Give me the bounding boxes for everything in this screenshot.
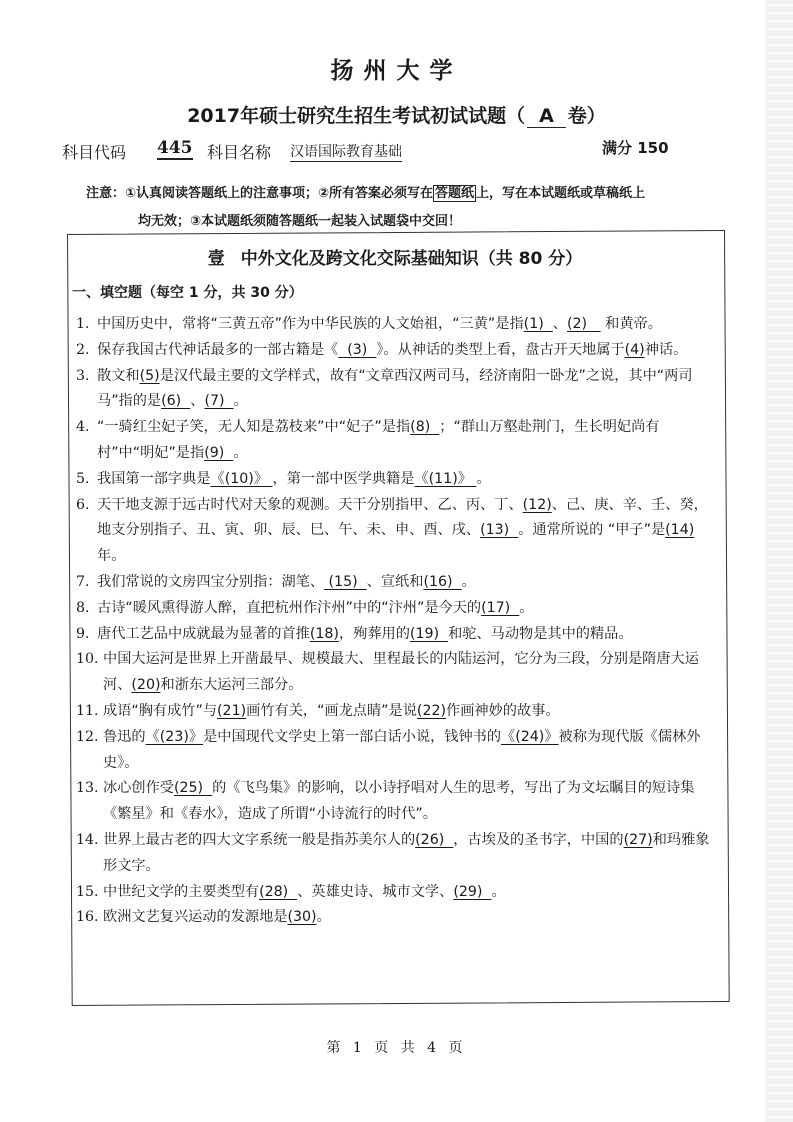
- notice-boxed-term: 答题纸: [435, 186, 475, 201]
- answer-blank: (12): [522, 496, 552, 513]
- answer-blank: (16): [423, 573, 462, 590]
- question-text: 。: [491, 883, 506, 900]
- answer-blank: (19): [409, 625, 449, 642]
- question-text: 。: [461, 573, 476, 590]
- question-text: 散文和: [97, 367, 140, 384]
- answer-blank: (1): [523, 316, 553, 332]
- answer-blank: (18): [309, 625, 339, 642]
- answer-blank: (2): [566, 316, 601, 332]
- question-text: 和驼、马动物是其中的精品。: [448, 625, 633, 642]
- question-number: 16.: [76, 909, 99, 926]
- question-text: 年。: [97, 548, 126, 565]
- question-text: 和浙东大运河三部分。: [160, 677, 303, 694]
- university-title: 扬州大学: [330, 58, 463, 84]
- subject-code: 445: [157, 138, 193, 158]
- question-number: 6.: [76, 496, 90, 513]
- question-number: 7.: [76, 573, 90, 590]
- paper-version: A: [527, 105, 566, 128]
- question-text: 、: [552, 316, 567, 332]
- question-text: 。: [233, 444, 248, 461]
- question-text: ，古埃及的圣书字，中国的: [453, 831, 624, 848]
- subject-name-label: 科目名称: [207, 143, 272, 162]
- question-number: 11.: [76, 702, 99, 719]
- question-number: 15.: [76, 883, 99, 900]
- question-number: 2.: [76, 341, 90, 358]
- question-text: 我国第一部字典是: [97, 470, 211, 487]
- notice-text-2: 上，写在本试题纸或草稿纸上: [476, 186, 646, 201]
- question-item: [76, 338, 716, 364]
- answer-blank: 《(24)》: [501, 728, 559, 745]
- question-text: 天干地支源于远古时代对天象的观测。天干分别指甲、乙、丙、丁、: [97, 496, 523, 513]
- question-text: 唐代工艺品中成就最为显著的首推: [97, 625, 310, 642]
- answer-blank: (15): [324, 573, 367, 590]
- subsection-title: 一、填空题（每空 1 分，共 30 分）: [72, 285, 303, 301]
- question-item: [76, 905, 716, 931]
- subject-code-label: 科目代码: [62, 143, 127, 162]
- section-ordinal: 壹: [207, 249, 225, 269]
- subject-name: 汉语国际教育基础: [290, 141, 402, 162]
- question-text: 欧洲文艺复兴运动的发源地是: [103, 909, 288, 926]
- exam-title-suffix: 卷）: [567, 105, 606, 127]
- question-number: 4.: [76, 419, 90, 436]
- question-text: 世界上最古老的四大文字系统一般是指苏美尔人的: [103, 831, 416, 848]
- question-text: 我们常说的文房四宝分别指：湖笔、: [97, 573, 325, 590]
- answer-blank: (29): [453, 883, 492, 900]
- answer-blank: (13): [480, 522, 519, 539]
- question-text: 。: [476, 470, 491, 487]
- answer-blank: (22): [416, 702, 447, 719]
- answer-blank: (5): [139, 367, 160, 384]
- question-text: 、: [190, 393, 205, 410]
- question-text: 保存我国古代神话最多的一部古籍是《: [97, 341, 339, 358]
- question-text: 是汉代最主要的文学样式，故有“文章西汉两司马，经济南阳一卧龙”之说，其中“两司马”指的是: [97, 367, 693, 410]
- question-text: 中国历史中，常将“三黄五帝”作为中华民族的人文始祖，“三黄”是指: [97, 316, 524, 332]
- answer-blank: (14): [665, 522, 695, 539]
- answer-blank: (20): [131, 677, 161, 694]
- question-text: “一骑红尘妃子笑，无人知是荔枝来”中“妃子”是指: [97, 419, 411, 436]
- question-number: 3.: [76, 367, 90, 384]
- exam-title: [0, 101, 793, 128]
- exam-notice: [86, 180, 726, 236]
- answer-blank: (17): [481, 599, 520, 616]
- answer-blank: (9): [204, 444, 234, 461]
- question-text: 古诗“暖风熏得游人醉，直把杭州作汴州”中的“汴州”是今天的: [97, 599, 482, 616]
- question-text: 神话。: [644, 341, 688, 358]
- section-title: [67, 244, 723, 269]
- question-number: 8.: [76, 599, 90, 616]
- answer-blank: (4): [624, 341, 645, 358]
- page-footer: 第 1 页 共 4 页: [326, 1040, 467, 1056]
- answer-blank: 《(23)》: [145, 728, 204, 745]
- answer-blank: (26): [415, 831, 454, 848]
- answer-blank: (6): [161, 393, 191, 410]
- question-text: 的《飞鸟集》的影响，以小诗抒唱对人生的思考，写出了为文坛瞩目的短诗集《繁星》和《春水》，造成了所谓“小诗流行的时代”。: [103, 780, 695, 823]
- question-text: ，殉葬用的: [338, 625, 410, 642]
- answer-blank: (7): [204, 393, 234, 410]
- question-text: 。: [519, 599, 534, 616]
- question-item: [76, 493, 716, 570]
- question-item: [76, 725, 716, 777]
- question-text: ；“群山万壑赴荆门，生长明妃尚有村”中“明妃”是指: [97, 419, 660, 461]
- question-list: [76, 312, 716, 931]
- question-text: 》。从神话的类型上看，盘古开天地属于: [376, 341, 625, 358]
- answer-blank: (8): [410, 419, 440, 436]
- question-number: 1.: [76, 316, 90, 332]
- question-number: 10.: [76, 651, 99, 668]
- answer-blank: (21): [217, 702, 247, 719]
- question-item: [76, 828, 716, 880]
- question-text: 和玛雅象形文字。: [103, 831, 710, 874]
- notice-label: 注意：: [86, 186, 126, 201]
- question-text: 、英雄史诗、城市文学、: [297, 883, 454, 900]
- question-item: [76, 415, 716, 467]
- question-item: [76, 776, 716, 828]
- question-number: 12.: [76, 728, 99, 745]
- question-text: 鲁迅的: [103, 728, 146, 745]
- answer-blank: (28): [259, 883, 298, 900]
- question-number: 13.: [76, 780, 99, 797]
- notice-text-1: ①认真阅读答题纸上的注意事项；②所有答案必须写在: [125, 186, 434, 201]
- question-number: 5.: [76, 470, 90, 487]
- answer-blank: (30): [287, 909, 317, 926]
- question-item: [76, 880, 716, 906]
- full-score: 满分 150: [602, 139, 669, 157]
- answer-blank: 《(11)》: [414, 470, 477, 487]
- question-item: [76, 570, 716, 596]
- notice-text-3: 均无效；③本试题纸须随答题纸一起装入试题袋中交回！: [138, 214, 462, 229]
- question-text: 中国大运河是世界上开凿最早、规模最大、里程最长的内陆运河，它分为三段，分别是隋唐大运河、: [103, 651, 699, 694]
- question-text: 。通常所说的 “甲子”是: [518, 522, 666, 539]
- question-item: [76, 364, 716, 416]
- question-text: 作画神妙的故事。: [446, 702, 560, 719]
- question-item: [76, 622, 716, 648]
- question-text: 是中国现代文学史上第一部白话小说，钱钟书的: [203, 728, 502, 745]
- answer-blank: (25): [173, 780, 213, 797]
- question-text: 和黄帝。: [600, 316, 662, 332]
- question-item: [76, 699, 716, 725]
- section-heading: 中外文化及跨文化交际基础知识（共 80 分）: [240, 249, 583, 269]
- question-text: ，第一部中医学典籍是: [272, 470, 415, 487]
- answer-blank: (3): [338, 341, 377, 358]
- question-text: 。: [233, 393, 248, 410]
- question-item: [76, 596, 716, 622]
- question-number: 14.: [76, 831, 99, 848]
- exam-title-prefix: 2017年硕士研究生招生考试初试试题（: [187, 105, 526, 127]
- question-text: 成语“胸有成竹”与: [103, 702, 218, 719]
- question-text: 、己、庚、辛、壬、癸，地支分别指子、丑、寅、卯、辰、巳、午、未、申、酉、戌、: [97, 496, 708, 539]
- question-item: [76, 647, 716, 699]
- question-text: 冰心创作受: [103, 780, 174, 797]
- answer-blank: 《(10)》: [210, 470, 273, 487]
- question-text: 。: [316, 909, 331, 926]
- question-text: 被称为现代版《儒林外史》。: [103, 728, 701, 771]
- question-text: 、宣纸和: [366, 573, 424, 590]
- answer-blank: (27): [623, 831, 653, 848]
- question-number: 9.: [76, 625, 90, 642]
- question-item: [76, 312, 716, 338]
- question-item: [76, 467, 716, 493]
- scan-edge-artifact: [765, 0, 793, 1122]
- question-text: 中世纪文学的主要类型有: [103, 883, 260, 900]
- question-text: 画竹有关，“画龙点睛”是说: [246, 702, 417, 719]
